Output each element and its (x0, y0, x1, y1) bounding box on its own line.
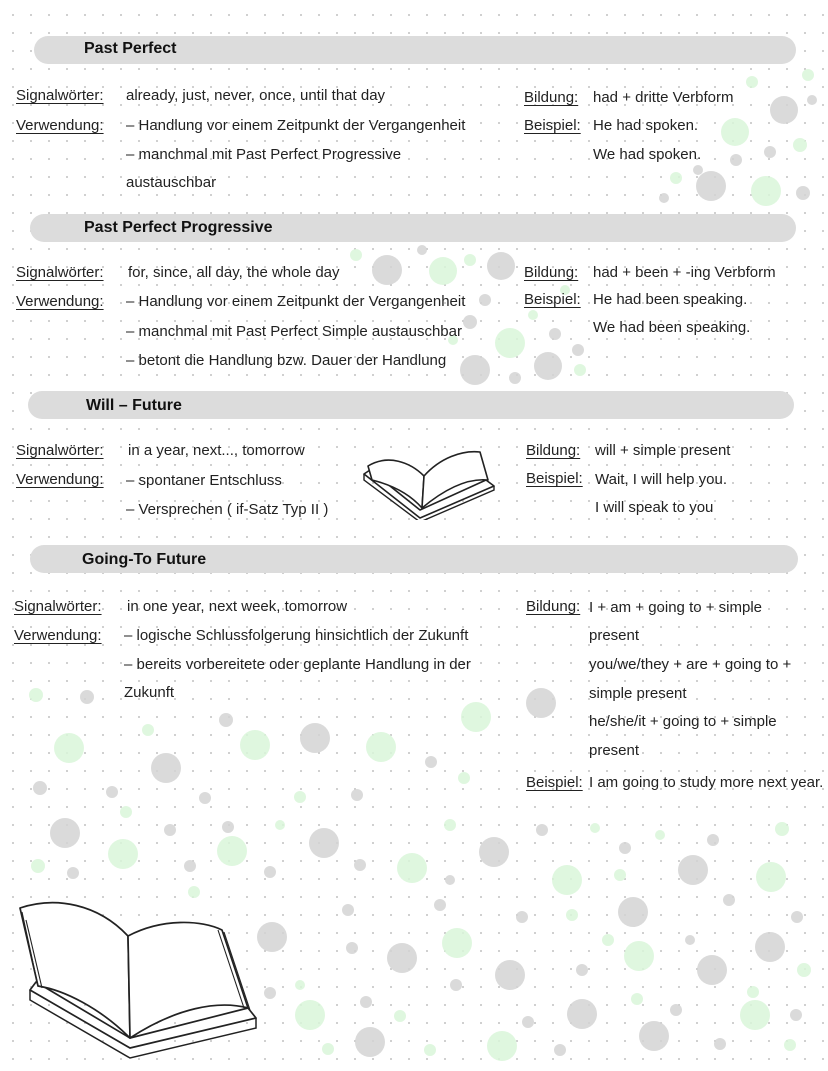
signal-words: in one year, next week, tomorrow (127, 598, 348, 615)
form-line: he/she/it + going to + simple (589, 713, 777, 730)
open-book-icon (12, 890, 262, 1062)
usage-line: – manchmal mit Past Perfect Simple austauschbar (126, 323, 462, 340)
form-line: had + dritte Verbform (593, 89, 734, 106)
form-line: present (589, 627, 640, 644)
example-label: Beispiel: (524, 291, 581, 308)
signal-label: Signalwörter: (16, 442, 104, 459)
usage-label: Verwendung: (14, 627, 102, 644)
example-line: I will speak to you (595, 499, 714, 516)
usage-line: – betont die Handlung bzw. Dauer der Handlung (126, 352, 447, 369)
form-label: Bildung: (524, 264, 579, 281)
example-label: Beispiel: (526, 774, 583, 791)
example-line: We had spoken. (593, 146, 702, 163)
book-icon (358, 444, 498, 520)
example-line: Wait, I will help you. (595, 471, 727, 488)
example-line: He had spoken. (593, 117, 699, 134)
signal-label: Signalwörter: (16, 87, 104, 104)
form-line: simple present (589, 685, 687, 702)
section-title: Going-To Future (82, 551, 207, 568)
usage-line: austauschbar (126, 174, 217, 191)
usage-line: – manchmal mit Past Perfect Progressive (126, 146, 402, 163)
usage-line: – logische Schlussfolgerung hinsichtlich der Zukunft (124, 627, 469, 644)
signal-label: Signalwörter: (14, 598, 102, 615)
form-line: will + simple present (595, 442, 731, 459)
form-label: Bildung: (526, 442, 581, 459)
example-label: Beispiel: (524, 117, 581, 134)
usage-label: Verwendung: (16, 471, 104, 488)
usage-label: Verwendung: (16, 117, 104, 134)
usage-line: – Handlung vor einem Zeitpunkt der Vergangenheit (126, 117, 466, 134)
signal-label: Signalwörter: (16, 264, 104, 281)
signal-words: in a year, next..., tomorrow (128, 442, 305, 459)
usage-line: – bereits vorbereitete oder geplante Handlung in der (124, 656, 471, 673)
section-title: Past Perfect Progressive (84, 219, 273, 236)
usage-line: – Versprechen ( if-Satz Typ II ) (126, 501, 329, 518)
example-line: We had been speaking. (593, 319, 751, 336)
usage-label: Verwendung: (16, 293, 104, 310)
section-title: Will – Future (86, 397, 182, 414)
example-line: I am going to study more next year. (589, 774, 824, 791)
example-line: He had been speaking. (593, 291, 748, 308)
form-line: had + been + -ing Verbform (593, 264, 776, 281)
usage-line: – Handlung vor einem Zeitpunkt der Vergangenheit (126, 293, 466, 310)
form-line: present (589, 742, 640, 759)
example-label: Beispiel: (526, 470, 583, 487)
section-title: Past Perfect (84, 40, 177, 57)
form-line: you/we/they + are + going to + (589, 656, 792, 673)
form-label: Bildung: (524, 89, 579, 106)
signal-words: already, just, never, once, until that day (126, 87, 386, 104)
form-line: I + am + going to + simple (589, 599, 763, 616)
usage-line: – spontaner Entschluss (126, 472, 282, 489)
usage-line: Zukunft (124, 684, 175, 701)
signal-words: for, since, all day, the whole day (128, 264, 340, 281)
form-label: Bildung: (526, 598, 581, 615)
